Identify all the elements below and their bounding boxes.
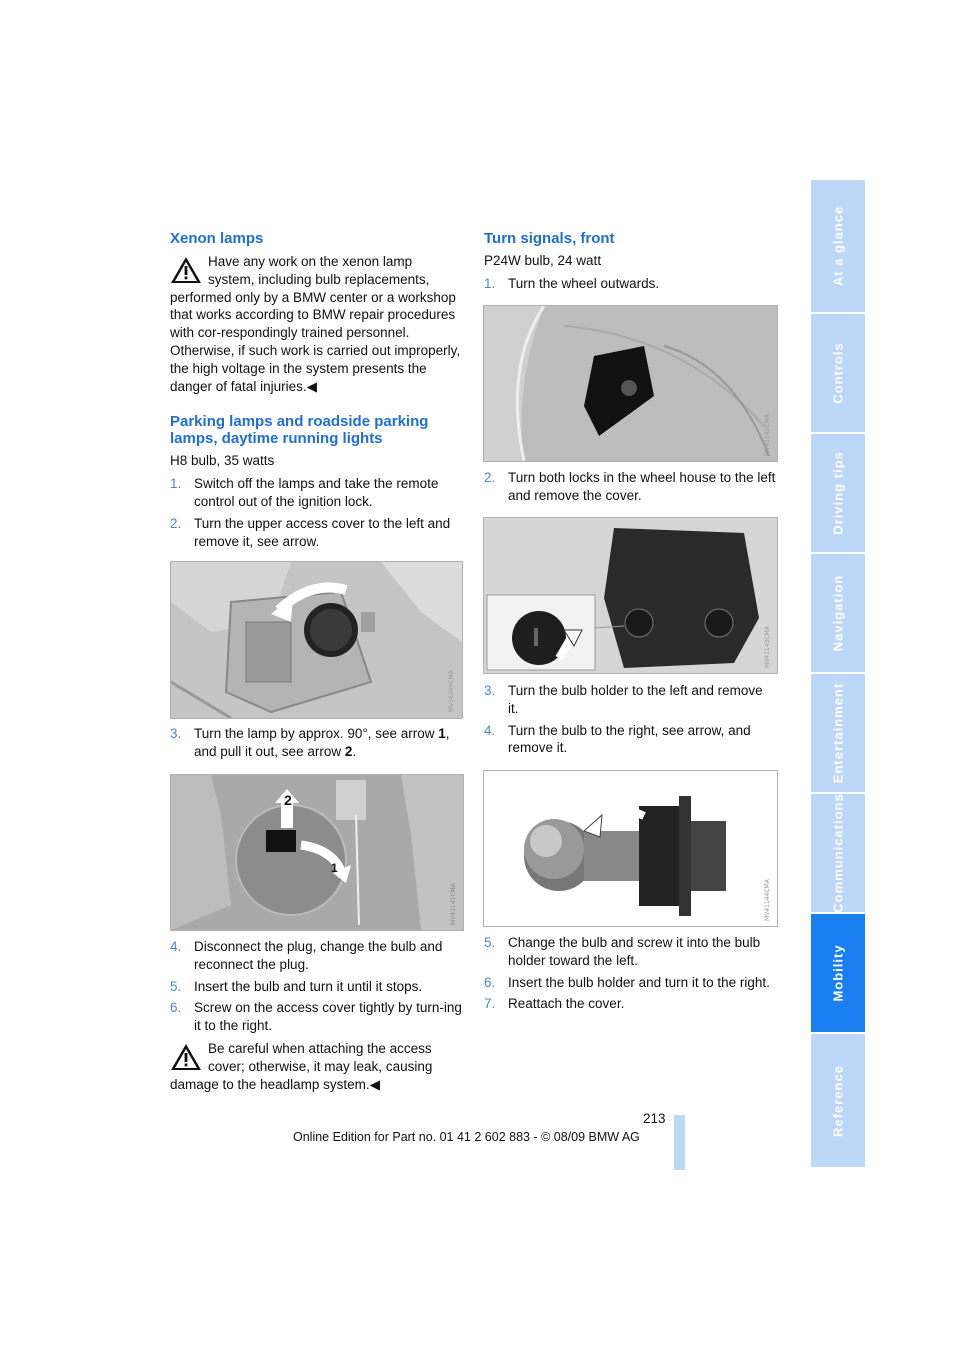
figure-label-1: 1 — [331, 861, 338, 875]
left-column — [170, 230, 462, 550]
access-cover-warning — [170, 1040, 462, 1093]
page-number: 213 — [643, 1111, 666, 1126]
xenon-warning — [170, 253, 462, 395]
figure-wheel — [483, 305, 778, 462]
tab-mobility[interactable]: Mobility — [811, 914, 865, 1032]
parking-bulb: H8 bulb, 35 watts — [170, 453, 275, 469]
figure-code: MV26260CMA — [448, 670, 455, 712]
footer-bar — [674, 1115, 685, 1170]
parking-heading — [170, 413, 462, 447]
access-cover-warning-text: Be careful when attaching the access cover; otherwise, it may leak, causing damage to the headlamp system.◀ — [170, 1040, 433, 1092]
tab-controls[interactable]: Controls — [811, 314, 865, 432]
step-3 — [170, 725, 462, 761]
list-item: 4. Disconnect the plug, change the bulb and reconnect the plug. — [170, 939, 443, 972]
right-steps-567 — [484, 934, 776, 1013]
list-item: 5. Insert the bulb and turn it until it stops. — [170, 978, 423, 994]
tab-communications[interactable]: Communications — [811, 794, 865, 912]
tab-driving-tips[interactable]: Driving tips — [811, 434, 865, 552]
list-item: 3. Turn the bulb holder to the left and remove it. — [484, 683, 763, 716]
right-steps-34 — [484, 682, 776, 757]
tab-entertainment[interactable]: Entertainment — [811, 674, 865, 792]
tab-at-a-glance[interactable]: At a glance — [811, 180, 865, 312]
list-item: 7. Reattach the cover. — [484, 996, 625, 1012]
right-step-2 — [484, 469, 776, 505]
figure-label-2: 2 — [284, 792, 292, 808]
parking-heading-line1: Parking lamps and roadside parking — [170, 413, 429, 431]
turn-signals-bulb: P24W bulb, 24 watt — [484, 253, 602, 268]
figure-code: MV41142CMA — [764, 414, 771, 456]
turn-signals-heading: Turn signals, front — [484, 230, 615, 247]
parking-steps-1 — [170, 475, 462, 550]
figure-lamp-turn — [170, 774, 464, 931]
list-item: 6. Screw on the access cover tightly by turn-ing it to the right. — [170, 1000, 462, 1034]
list-item: 4. Turn the bulb to the right, see arrow, and remove it. — [484, 722, 751, 756]
list-item: 2. Turn both locks in the wheel house to the left and remove the cover. — [484, 470, 776, 503]
parking-heading-line2: lamps, daytime running lights — [170, 430, 383, 448]
figure-code: MV41143CMA — [764, 626, 771, 668]
chapter-tabs — [811, 180, 865, 1167]
list-item: 1. Switch off the lamps and take the remote control out of the ignition lock. — [170, 476, 439, 509]
tab-navigation[interactable]: Navigation — [811, 554, 865, 672]
figure-code: MV41141CMA — [450, 883, 457, 925]
tab-reference[interactable]: Reference — [811, 1034, 865, 1167]
footer-edition: Online Edition for Part no. 01 41 2 602 883 - © 08/09 BMW AG — [293, 1130, 640, 1144]
list-item: 6. Insert the bulb holder and turn it to the right. — [484, 974, 770, 990]
figure-bulb-holder — [483, 770, 778, 927]
right-column — [484, 230, 776, 293]
figure-code: MV41144CMA — [764, 879, 771, 921]
parking-steps-2 — [170, 938, 462, 1093]
warning-icon — [170, 1043, 202, 1071]
warning-icon — [170, 256, 202, 284]
xenon-warning-text: Have any work on the xenon lamp system, including bulb replacements, performed only by a BMW center or a workshop that works according to BMW repair procedures with cor-respondingly trained personnel. Otherwise, if such work is carried out improperly, the high voltage in the system presents the danger of fatal injuries.◀ — [170, 254, 461, 394]
list-item: 5. Change the bulb and screw it into the bulb holder toward the left. — [484, 935, 761, 968]
list-item: 2. Turn the upper access cover to the left and remove it, see arrow. — [170, 515, 451, 549]
xenon-heading: Xenon lamps — [170, 230, 264, 247]
figure-cover-locks — [483, 517, 778, 674]
list-item: 1. Turn the wheel outwards. — [484, 275, 660, 291]
figure-access-cover — [170, 561, 463, 719]
list-item: 3. Turn the lamp by approx. 90°, see arrow 1, and pull it out, see arrow 2. — [170, 726, 450, 759]
